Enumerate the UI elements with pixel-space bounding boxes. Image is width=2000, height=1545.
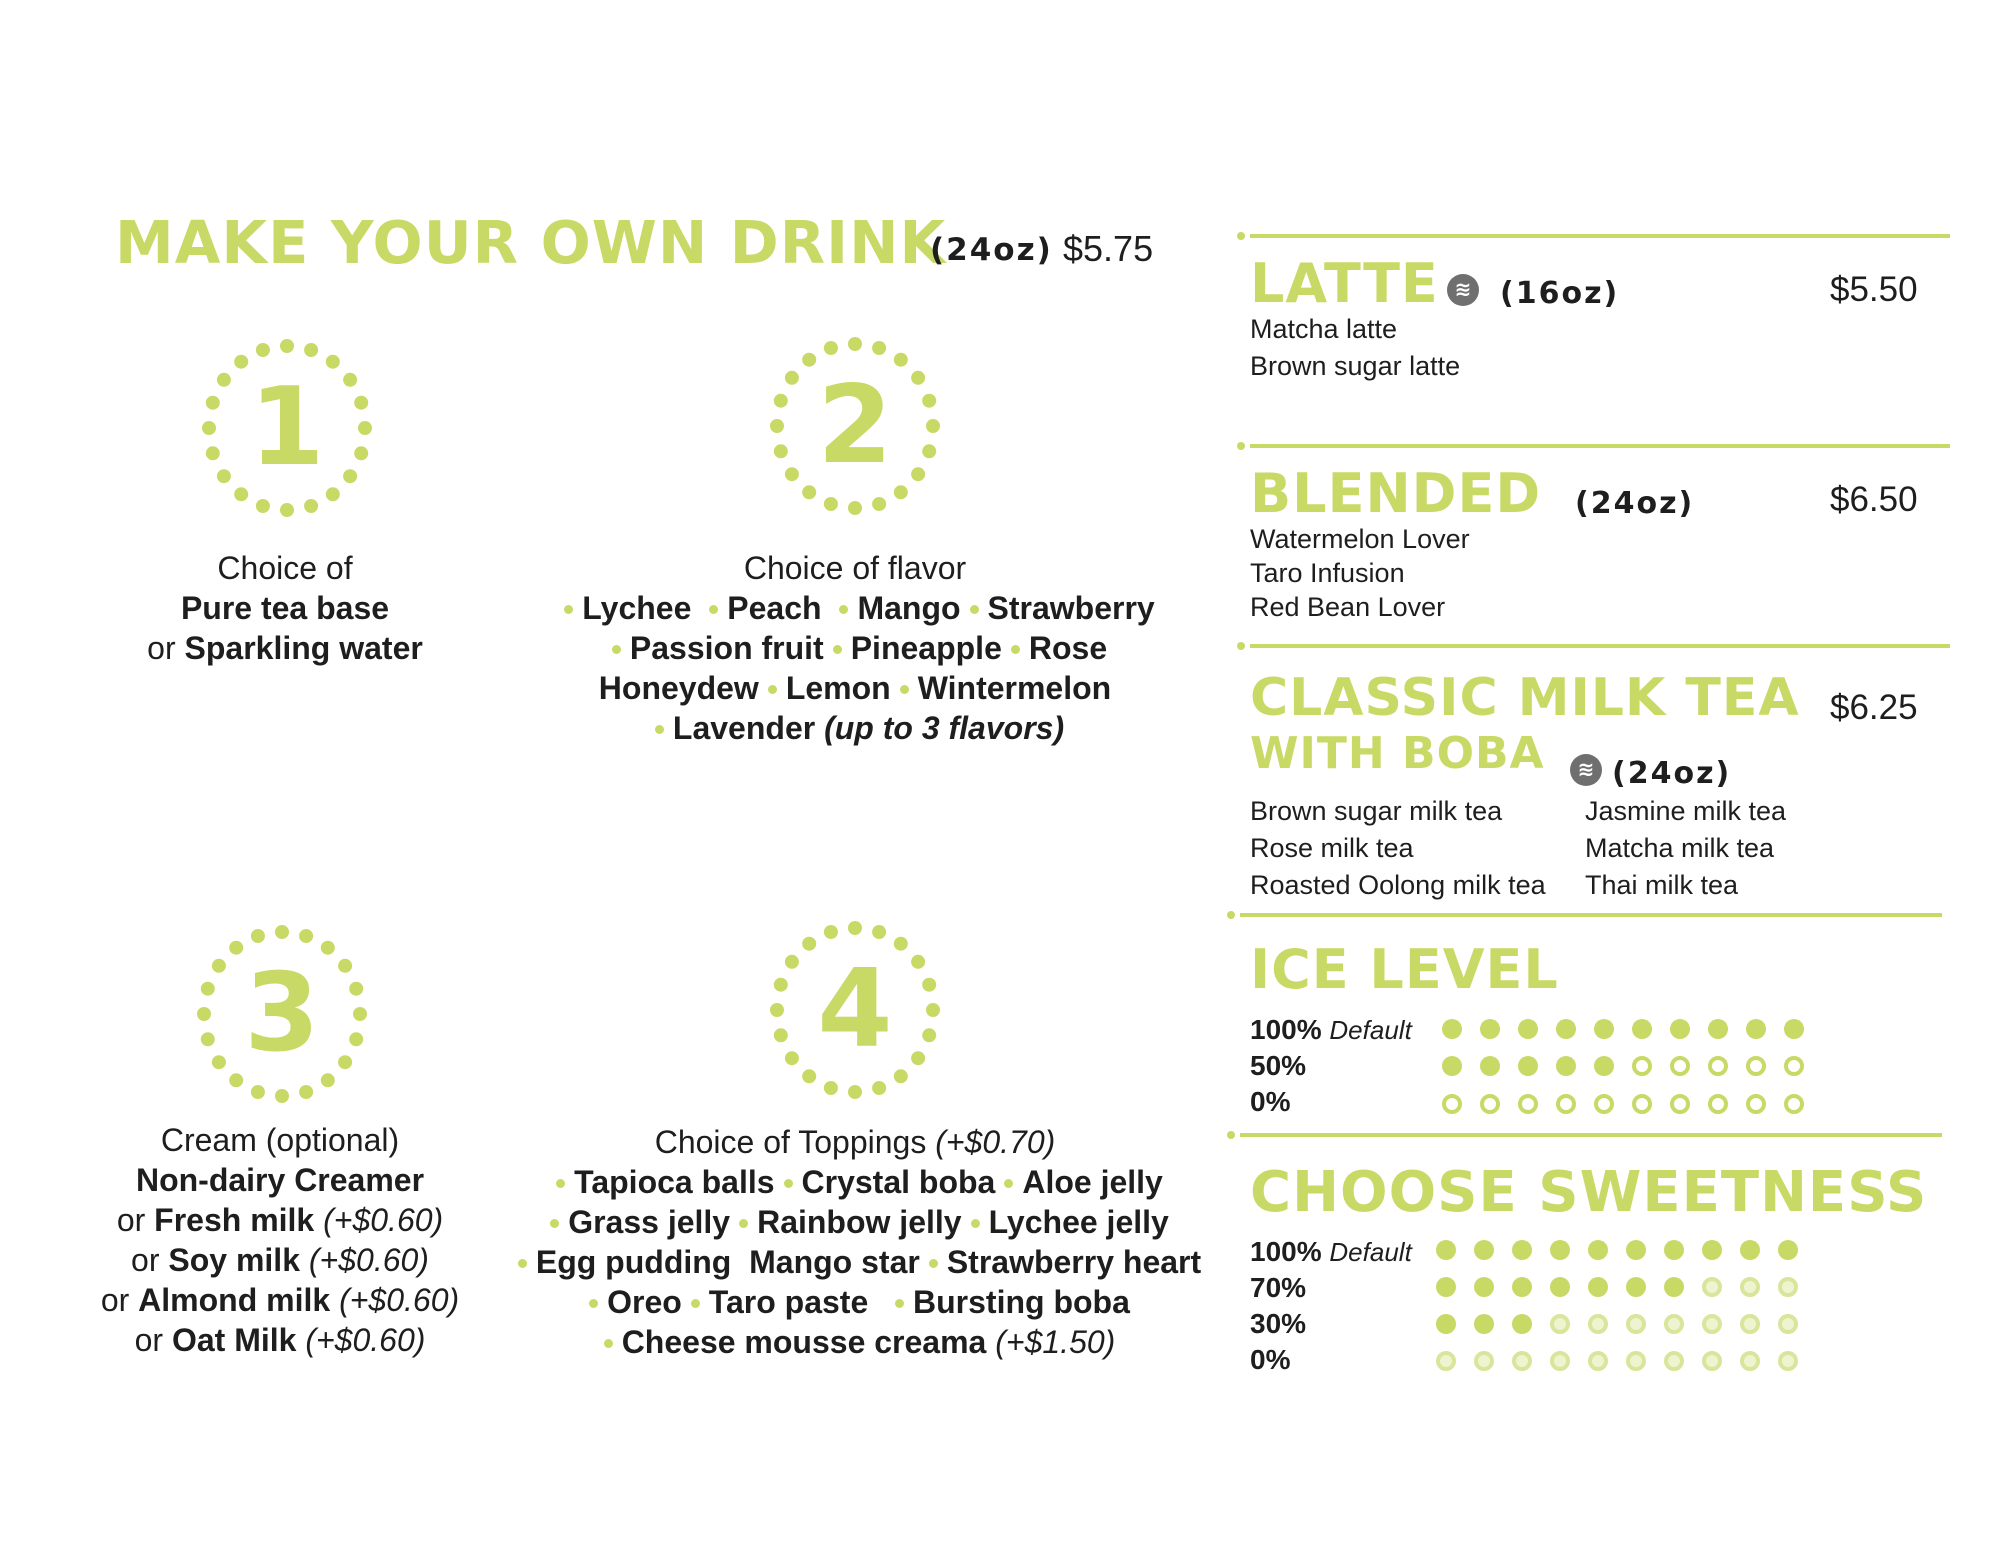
topping-item: Rainbow jelly [757,1204,962,1240]
latte-item: Matcha latte [1250,314,1398,344]
cream-option: Non-dairy Creamer [135,1162,425,1198]
sweetness-label [1250,1344,1290,1376]
classic-title: CLASSIC MILK TEA [1250,668,1800,728]
divider [1240,913,1942,917]
level-dot-empty [1550,1314,1570,1334]
level-dot-empty [1556,1094,1576,1114]
level-dot-empty [1436,1351,1456,1371]
level-dot-filled [1436,1314,1456,1334]
level-dot-filled [1442,1019,1462,1039]
level-dot-filled [1442,1056,1462,1076]
cream-extra: (+$0.60) [323,1202,444,1238]
level-dot-empty [1784,1094,1804,1114]
step-1-or: or [147,630,176,666]
level-dot-empty [1632,1094,1652,1114]
topping-item: Lychee jelly [988,1204,1169,1240]
level-dot-empty [1778,1314,1798,1334]
flavor-item: Passion fruit [629,630,824,666]
cream-or: or [131,1242,160,1278]
level-dot-empty [1664,1314,1684,1334]
make-your-own-size: (24oz) [930,232,1053,268]
sweetness-default: Default [1329,1237,1412,1267]
flavor-item: Peach [727,590,822,626]
level-dot-empty [1588,1351,1608,1371]
step-4-badge [770,920,940,1100]
step-1-heading: Choice of [217,550,353,586]
step-2-heading: Choice of flavor [743,550,967,586]
level-dot-empty [1626,1351,1646,1371]
cream-extra: (+$0.60) [308,1242,429,1278]
level-dot-filled [1626,1277,1646,1297]
step-4-heading: Choice of Toppings [654,1124,927,1160]
flavor-item: Wintermelon [917,670,1112,706]
level-dot-filled [1518,1056,1538,1076]
blended-size: (24oz) [1575,486,1695,521]
sweetness-title: CHOOSE SWEETNESS [1250,1160,1928,1225]
sweetness-label [1250,1272,1306,1304]
classic-item: Rose milk tea [1250,833,1414,863]
sweetness-label [1250,1308,1306,1340]
level-dot-filled [1556,1019,1576,1039]
topping-item: Grass jelly [568,1204,731,1240]
level-dot-filled [1550,1277,1570,1297]
latte-price: $5.50 [1830,270,1918,309]
flavor-item: Rose [1028,630,1108,666]
cream-or: or [116,1202,146,1238]
blended-item: Taro Infusion [1250,558,1405,588]
level-dot-filled [1626,1240,1646,1260]
level-dot-filled [1784,1019,1804,1039]
divider [1250,444,1950,448]
level-dot-filled [1518,1019,1538,1039]
step-2-badge [770,336,940,516]
level-dot-filled [1474,1240,1494,1260]
topping-item: Taro paste [708,1284,869,1320]
topping-item: Oreo [607,1284,682,1320]
level-dot-filled [1664,1240,1684,1260]
divider [1250,234,1950,238]
step-1-option-2: Sparkling water [184,630,423,666]
cream-option: Fresh milk [154,1202,315,1238]
topping-item: Aloe jelly [1022,1164,1163,1200]
step-1-badge [202,338,372,518]
topping-item: Tapioca balls [574,1164,775,1200]
level-dot-filled [1436,1277,1456,1297]
level-dot-empty [1778,1277,1798,1297]
classic-item: Brown sugar milk tea [1250,796,1503,826]
level-dot-empty [1474,1351,1494,1371]
flavor-item: Strawberry [987,590,1155,626]
classic-subtitle: WITH BOBA [1250,728,1545,779]
level-dot-empty [1512,1351,1532,1371]
step-4-text [490,1122,1220,1362]
divider-dot [1237,642,1245,650]
topping-item: Strawberry heart [946,1244,1202,1280]
cream-option: Soy milk [168,1242,300,1278]
level-dot-empty [1632,1056,1652,1076]
ice-level-pct: 50% [1250,1050,1307,1081]
level-dot-filled [1512,1277,1532,1297]
ice-level-default: Default [1329,1015,1412,1045]
classic-item: Roasted Oolong milk tea [1250,870,1546,900]
level-dot-filled [1746,1019,1766,1039]
level-dot-filled [1594,1056,1614,1076]
sweetness-pct: 100% [1250,1236,1322,1267]
level-dot-filled [1474,1314,1494,1334]
step-3-heading: Cream (optional) [160,1122,400,1158]
ice-level-label [1250,1014,1412,1046]
level-dot-empty [1740,1314,1760,1334]
step-4-heading-extra: (+$0.70) [935,1124,1056,1160]
hot-icon: ≋ [1570,754,1602,786]
classic-item: Matcha milk tea [1585,833,1775,863]
level-dot-filled [1474,1277,1494,1297]
divider [1250,644,1950,648]
level-dot-filled [1708,1019,1728,1039]
level-dot-empty [1670,1094,1690,1114]
level-dot-empty [1740,1277,1760,1297]
ice-level-pct: 100% [1250,1014,1322,1045]
topping-item: Crystal boba [801,1164,996,1200]
topping-item: Egg pudding [535,1244,732,1280]
level-dot-empty [1746,1056,1766,1076]
step-3-text [80,1120,480,1360]
level-dot-filled [1556,1056,1576,1076]
divider-dot [1227,911,1235,919]
level-dot-filled [1670,1019,1690,1039]
ice-level-title: ICE LEVEL [1250,938,1559,1001]
sweetness-pct: 70% [1250,1272,1307,1303]
make-your-own-title: MAKE YOUR OWN DRINK [115,208,947,277]
level-dot-empty [1740,1351,1760,1371]
flavor-item: Lychee [582,590,692,626]
level-dot-empty [1702,1277,1722,1297]
cream-or: or [100,1282,130,1318]
level-dot-filled [1664,1277,1684,1297]
level-dot-empty [1746,1094,1766,1114]
level-dot-filled [1702,1240,1722,1260]
topping-extra: (+$1.50) [995,1324,1116,1360]
level-dot-empty [1550,1351,1570,1371]
classic-item: Thai milk tea [1585,870,1739,900]
level-dot-empty [1708,1094,1728,1114]
level-dot-empty [1588,1314,1608,1334]
topping-item: Cheese mousse creama [621,1324,987,1360]
flavor-item: Pineapple [850,630,1002,666]
flavor-item: Mango [857,590,961,626]
latte-item: Brown sugar latte [1250,351,1461,381]
cream-extra: (+$0.60) [305,1322,426,1358]
divider-dot [1227,1131,1235,1139]
level-dot-empty [1594,1094,1614,1114]
level-dot-empty [1784,1056,1804,1076]
level-dot-filled [1512,1240,1532,1260]
level-dot-empty [1664,1351,1684,1371]
level-dot-filled [1480,1056,1500,1076]
blended-item: Red Bean Lover [1250,592,1446,622]
level-dot-filled [1480,1019,1500,1039]
divider-dot [1237,442,1245,450]
level-dot-empty [1708,1056,1728,1076]
step-2-text [520,548,1190,748]
step-3-number: 3 [244,951,320,1076]
step-4-number: 4 [817,947,893,1072]
cream-extra: (+$0.60) [339,1282,460,1318]
step-3-badge [197,924,367,1104]
classic-price: $6.25 [1830,688,1918,727]
step-1-option-1: Pure tea base [180,590,390,626]
level-dot-empty [1778,1351,1798,1371]
level-dot-empty [1702,1351,1722,1371]
latte-title: LATTE [1250,252,1439,315]
classic-item: Jasmine milk tea [1585,796,1787,826]
topping-item: Mango star [749,1244,920,1280]
flavor-item: Honeydew [598,670,759,706]
topping-item: Bursting boba [913,1284,1130,1320]
step-1-text [100,548,470,668]
level-dot-empty [1442,1094,1462,1114]
make-your-own-price: $5.75 [1063,228,1154,269]
level-dot-filled [1778,1240,1798,1260]
cream-or: or [134,1322,164,1358]
ice-level-label [1250,1050,1306,1082]
step-1-number: 1 [249,365,325,490]
level-dot-filled [1512,1314,1532,1334]
level-dot-empty [1670,1056,1690,1076]
level-dot-empty [1518,1094,1538,1114]
level-dot-empty [1626,1314,1646,1334]
divider-dot [1237,232,1245,240]
divider [1240,1133,1942,1137]
level-dot-filled [1740,1240,1760,1260]
level-dot-filled [1588,1240,1608,1260]
cream-option: Almond milk [138,1282,331,1318]
sweetness-label [1250,1236,1412,1268]
ice-level-label [1250,1086,1290,1118]
level-dot-filled [1632,1019,1652,1039]
sweetness-pct: 0% [1250,1344,1291,1375]
step-2-number: 2 [817,363,893,488]
level-dot-filled [1588,1277,1608,1297]
hot-icon: ≋ [1447,274,1479,306]
level-dot-filled [1550,1240,1570,1260]
flavor-item: Lemon [785,670,891,706]
sweetness-pct: 30% [1250,1308,1307,1339]
level-dot-empty [1702,1314,1722,1334]
classic-size: (24oz) [1612,756,1732,791]
blended-item: Watermelon Lover [1250,524,1470,554]
blended-price: $6.50 [1830,480,1918,519]
flavor-note: (up to 3 flavors) [824,710,1065,746]
level-dot-filled [1436,1240,1456,1260]
ice-level-pct: 0% [1250,1086,1291,1117]
blended-title: BLENDED [1250,462,1542,525]
flavor-item: Lavender [672,710,816,746]
level-dot-filled [1594,1019,1614,1039]
level-dot-empty [1480,1094,1500,1114]
latte-size: (16oz) [1500,276,1620,311]
cream-option: Oat Milk [171,1322,297,1358]
